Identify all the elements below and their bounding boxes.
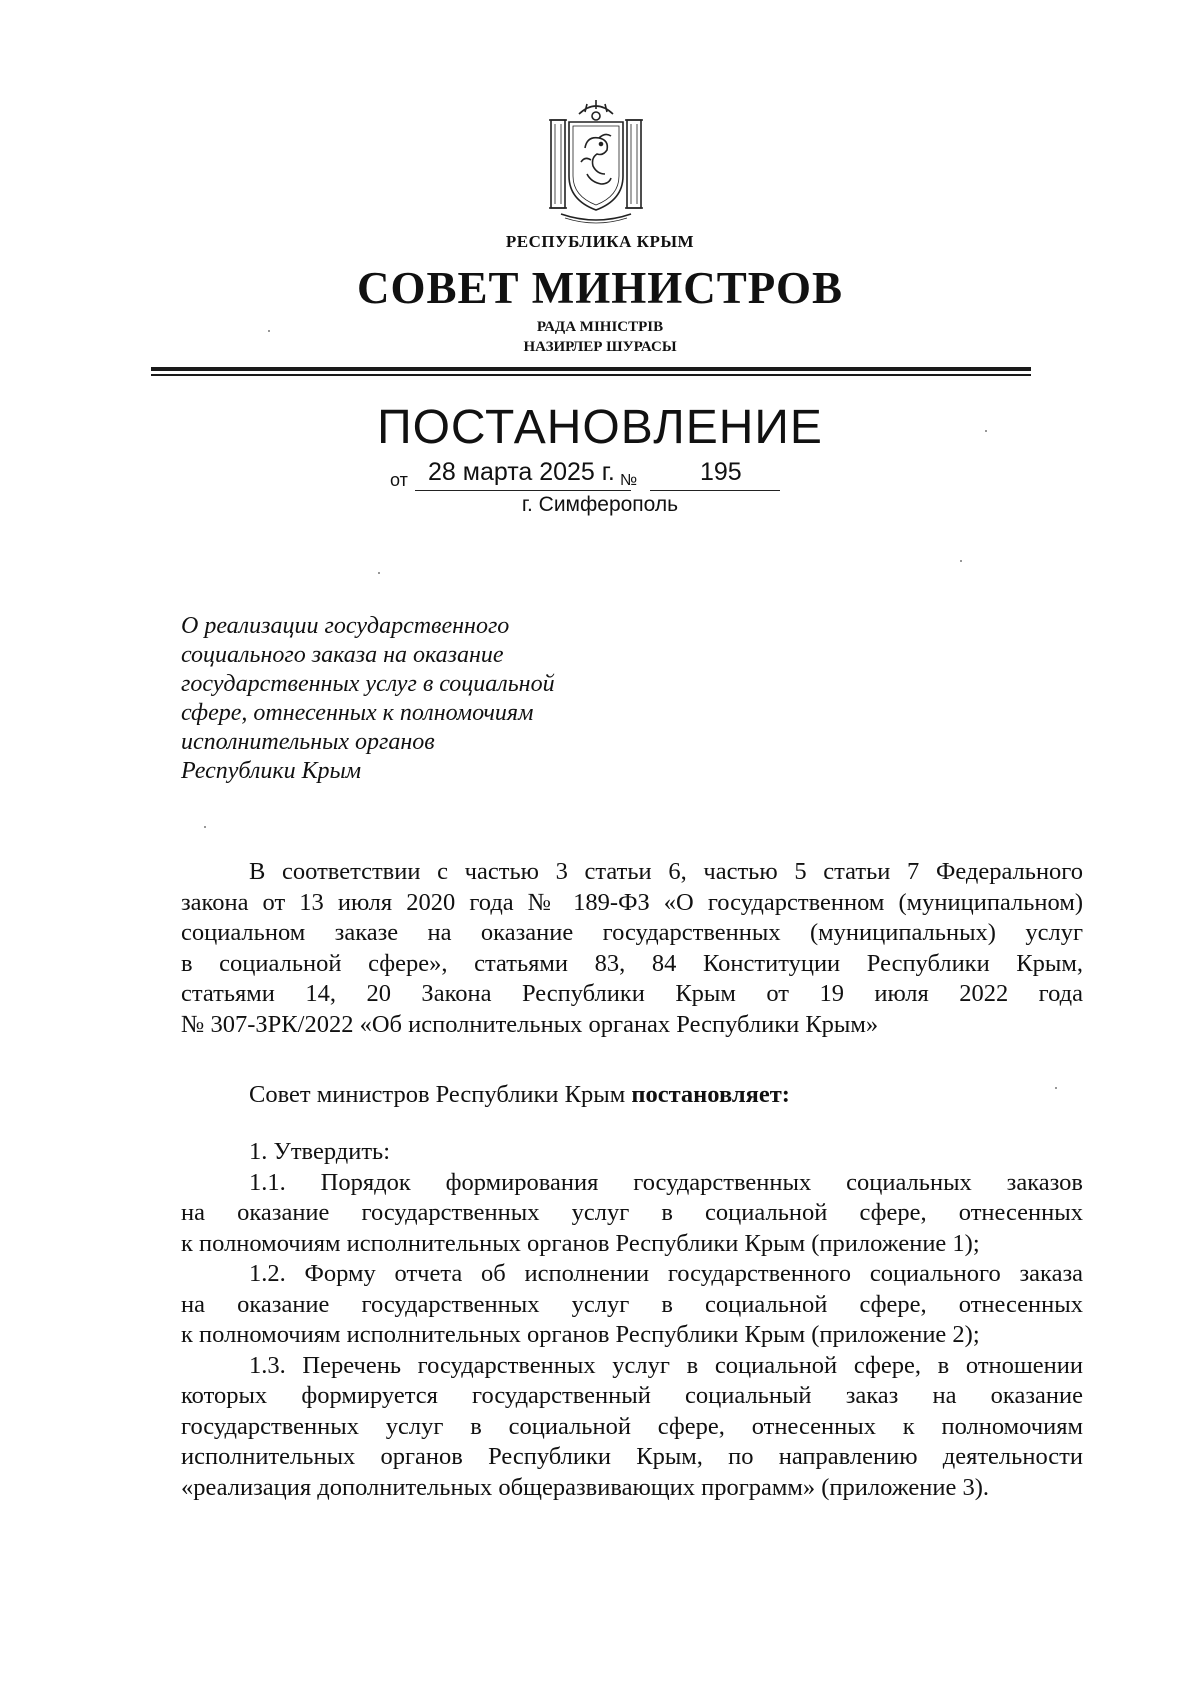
legal-basis-paragraph — [181, 857, 1083, 1040]
basis-line: закона от 13 июля 2020 года № 189-ФЗ «О государственном (муниципальном) — [181, 888, 1083, 916]
republic-name: РЕСПУБЛИКА КРЫМ — [505, 232, 695, 251]
basis-line: в социальной сфере», статьями 83, 84 Конституции Республики Крым, — [181, 949, 1083, 977]
approve-line: 1. Утвердить: — [249, 1138, 391, 1165]
item-1-2-line: на оказание государственных услуг в социальной сфере, отнесенных — [181, 1290, 1083, 1318]
scan-speck — [960, 560, 962, 562]
council-name: СОВЕТ МИНИСТРОВ — [356, 263, 844, 313]
document-type: ПОСТАНОВЛЕНИЕ — [377, 401, 823, 454]
item-1-3-line: 1.3. Перечень государственных услуг в социальной сфере, в отношении — [249, 1351, 1083, 1379]
title-line: государственных услуг в социальной — [181, 671, 555, 697]
basis-line: социальном заказе на оказание государственных (муниципальных) услуг — [181, 919, 1083, 946]
basis-line: В соответствии с частью 3 статьи 6, частью 5 статьи 7 Федерального — [249, 858, 1083, 885]
title-line: социального заказа на оказание — [181, 642, 504, 668]
document-city: г. Симферополь — [521, 493, 679, 516]
council-name-ukrainian: РАДА МІНІСТРІВ — [536, 319, 664, 335]
date-prefix: от — [390, 470, 408, 490]
resolve-paragraph — [181, 1080, 1151, 1111]
header-rule-thin — [151, 374, 1031, 376]
document-number: 195 — [700, 458, 742, 486]
item-1-2-line: к полномочиям исполнительных органов Республики Крым (приложение 2); — [181, 1321, 980, 1348]
coat-of-arms-emblem — [541, 96, 651, 224]
title-line: исполнительных органов — [181, 729, 435, 755]
title-line: сфере, отнесенных к полномочиям — [181, 700, 534, 726]
number-underline — [650, 490, 780, 491]
number-sign: № — [620, 472, 638, 489]
item-1-3-line: «реализация дополнительных общеразвивающих программ» (приложение 3). — [181, 1473, 990, 1501]
resolve-text: Совет министров Республики Крым — [249, 1081, 632, 1108]
item-1-3-line: исполнительных органов Республики Крым, по направлению деятельности — [181, 1443, 1083, 1470]
item-1-2-line: 1.2. Форму отчета об исполнении государственного социального заказа — [249, 1260, 1083, 1287]
title-line: О реализации государственного — [181, 613, 510, 639]
document-date: 28 марта 2025 г. — [428, 458, 615, 486]
item-1-3-line: государственных услуг в социальной сфере, отнесенных к полномочиям — [181, 1412, 1083, 1440]
scan-speck — [1055, 1087, 1057, 1089]
scan-speck — [204, 826, 206, 828]
title-line: Республики Крым — [181, 758, 362, 784]
date-number-line — [0, 452, 1200, 492]
basis-line: статьями 14, 20 Закона Республики Крым от 19 июля 2022 года — [181, 980, 1083, 1007]
item-1-3-line: которых формируется государственный социальный заказ на оказание — [181, 1382, 1083, 1409]
council-name-crimean-tatar: НАЗИРЛЕР ШУРАСЫ — [523, 339, 677, 355]
header-rule-thick — [151, 367, 1031, 371]
item-1-1-line: к полномочиям исполнительных органов Республики Крым (приложение 1); — [181, 1229, 980, 1257]
resolution-items — [181, 1137, 1083, 1503]
scan-speck — [378, 572, 380, 574]
scan-speck — [268, 330, 270, 332]
document-title — [181, 612, 631, 786]
date-underline — [415, 490, 631, 491]
item-1-1-line: 1.1. Порядок формирования государственных социальных заказов — [249, 1168, 1083, 1196]
basis-line: № 307-ЗРК/2022 «Об исполнительных органах Республики Крым» — [181, 1010, 879, 1038]
resolve-keyword: постановляет: — [631, 1081, 790, 1108]
item-1-1-line: на оказание государственных услуг в социальной сфере, отнесенных — [181, 1199, 1083, 1226]
scan-speck — [985, 430, 987, 432]
